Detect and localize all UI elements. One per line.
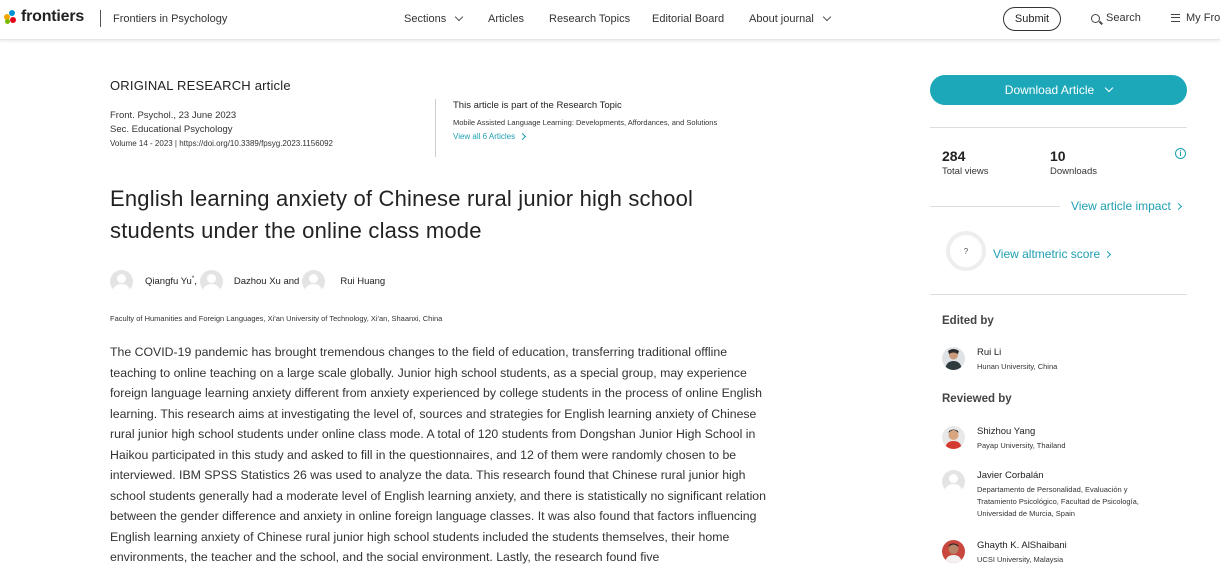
download-article-label: Download Article bbox=[1004, 83, 1095, 97]
avatar bbox=[942, 426, 965, 449]
info-icon[interactable]: i bbox=[1175, 148, 1186, 159]
meta-divider bbox=[435, 99, 436, 157]
avatar bbox=[110, 270, 133, 293]
top-navigation-bar bbox=[0, 0, 1220, 40]
nav-research-topics[interactable] bbox=[549, 13, 630, 25]
chevron-down-icon bbox=[1105, 84, 1113, 92]
affiliation: Faculty of Humanities and Foreign Languages, Xi'an University of Technology, Xi'an, Shaanxi, China bbox=[110, 314, 443, 323]
reviewer-item[interactable] bbox=[942, 426, 1066, 452]
logo-text: frontiers bbox=[21, 8, 85, 25]
search-button[interactable] bbox=[1091, 12, 1141, 24]
avatar bbox=[942, 470, 965, 493]
author-name-link[interactable]: Rui Huang bbox=[340, 276, 386, 287]
divider bbox=[930, 206, 1060, 207]
nav-about-journal-label: About journal bbox=[749, 13, 814, 25]
nav-articles-label: Articles bbox=[488, 13, 525, 25]
header-divider bbox=[100, 10, 101, 27]
avatar bbox=[942, 347, 965, 370]
nav-editorial-board[interactable] bbox=[652, 13, 724, 25]
reviewer-item[interactable] bbox=[942, 470, 1152, 520]
chevron-down-icon bbox=[823, 13, 831, 21]
stat-label: Downloads bbox=[1050, 166, 1097, 177]
submit-button[interactable]: Submit bbox=[1003, 7, 1061, 31]
volume-doi[interactable]: Volume 14 - 2023 | https://doi.org/10.3389/fpsyg.2023.1156092 bbox=[110, 139, 333, 148]
section-link[interactable]: Sec. Educational Psychology bbox=[110, 124, 233, 135]
download-article-button[interactable] bbox=[930, 75, 1187, 105]
research-topic-label: This article is part of the Research Topic bbox=[453, 100, 622, 111]
article-type: ORIGINAL RESEARCH article bbox=[110, 78, 291, 93]
journal-name-link[interactable]: Frontiers in Psychology bbox=[113, 13, 228, 25]
view-article-impact-link[interactable] bbox=[1071, 199, 1181, 213]
research-topic-box bbox=[453, 100, 743, 141]
journal-date: Front. Psychol., 23 June 2023 bbox=[110, 110, 237, 121]
nav-about-journal[interactable] bbox=[749, 13, 830, 25]
person-name: Ghayth K. AlShaibani bbox=[977, 540, 1067, 551]
nav-sections-label: Sections bbox=[404, 13, 447, 25]
avatar bbox=[942, 540, 965, 563]
person-affiliation: UCSI University, Malaysia bbox=[977, 555, 1064, 564]
stat-downloads bbox=[1050, 148, 1097, 177]
author-name-link[interactable]: Qiangfu Yu*, bbox=[145, 275, 197, 288]
chevron-right-icon bbox=[1104, 250, 1111, 257]
view-all-articles-label: View all 6 Articles bbox=[453, 132, 516, 141]
author-name: Qiangfu Yu bbox=[145, 276, 192, 288]
chevron-right-icon bbox=[1175, 202, 1182, 209]
menu-icon bbox=[1171, 14, 1180, 22]
person-affiliation: Departamento de Personalidad, Evaluación y Tratamiento Psicológico, Facultad de Psicología, Universidad de Murcia, Spain bbox=[977, 485, 1139, 518]
my-frontiers-label: My Fro bbox=[1186, 12, 1220, 24]
nav-editorial-board-label: Editorial Board bbox=[652, 13, 725, 25]
nav-articles[interactable] bbox=[488, 13, 524, 25]
my-frontiers-menu[interactable] bbox=[1171, 12, 1220, 24]
research-topic-title[interactable]: Mobile Assisted Language Learning: Developments, Affordances, and Solutions bbox=[453, 118, 718, 127]
search-label: Search bbox=[1106, 12, 1141, 24]
altmetric-placeholder: ? bbox=[963, 246, 969, 256]
chevron-down-icon bbox=[455, 13, 463, 21]
edited-by-heading: Edited by bbox=[942, 315, 994, 327]
nav-research-topics-label: Research Topics bbox=[549, 13, 631, 25]
article-title: English learning anxiety of Chinese rural junior high school students under the online class mode bbox=[110, 186, 694, 243]
abstract-text: The COVID-19 pandemic has brought tremendous changes to the field of education, transferring traditional offline teaching to online teaching on a large scale globally. Junior high school students, as a special group, may experience foreign language learning anxiety different from anxiety experienced by college students in the process of online English learning. This research aims at investigating the level of, sources and strategies for English learning anxiety of Chinese rural junior high school students under online class mode. A total of 120 students from Dongshan Junior High School in Haikou participated in this study and asked to fill in the questionnaires, and 12 of them were randomly chosen to be interviewed. IBM SPSS Statistics 26 was used to analyze the data. This research found that Chinese rural junior high school students generally had a moderate level of English learning anxiety, and there is statistically no significant relation between the gender difference and anxiety in online foreign language classes. It was also found that factors influencing English learning anxiety of Chinese rural junior high school students included the students themselves, their home environments, the teacher and the school, and the social environment. Lastly, the research found five bbox=[110, 345, 766, 564]
divider bbox=[930, 127, 1187, 128]
person-name: Javier Corbalán bbox=[977, 470, 1044, 481]
editor-item[interactable] bbox=[942, 347, 1057, 373]
altmetric-badge[interactable] bbox=[946, 231, 986, 271]
stat-total-views bbox=[942, 148, 988, 177]
person-affiliation: Payap University, Thailand bbox=[977, 441, 1066, 450]
person-affiliation: Hunan University, China bbox=[977, 362, 1058, 371]
view-all-articles-link[interactable] bbox=[453, 132, 743, 141]
author-name-link[interactable]: Dazhou Xu and bbox=[233, 276, 300, 287]
search-icon bbox=[1091, 14, 1100, 23]
stat-value: 284 bbox=[942, 148, 966, 164]
frontiers-logo-icon bbox=[4, 10, 18, 24]
nav-sections[interactable] bbox=[404, 13, 462, 25]
person-name: Rui Li bbox=[977, 347, 1002, 358]
view-altmetric-label: View altmetric score bbox=[993, 247, 1101, 261]
chevron-right-icon bbox=[519, 133, 526, 140]
divider bbox=[930, 294, 1187, 295]
person-name: Shizhou Yang bbox=[977, 426, 1036, 437]
reviewer-item[interactable] bbox=[942, 540, 1067, 566]
frontiers-logo[interactable] bbox=[4, 8, 84, 26]
view-article-impact-label: View article impact bbox=[1071, 199, 1171, 213]
article-meta bbox=[110, 109, 333, 151]
avatar bbox=[200, 270, 223, 293]
view-altmetric-link[interactable] bbox=[993, 247, 1110, 261]
stat-label: Total views bbox=[942, 166, 989, 177]
avatar bbox=[302, 270, 325, 293]
stat-value: 10 bbox=[1050, 148, 1066, 164]
reviewed-by-heading: Reviewed by bbox=[942, 393, 1012, 405]
author-list bbox=[110, 270, 385, 293]
